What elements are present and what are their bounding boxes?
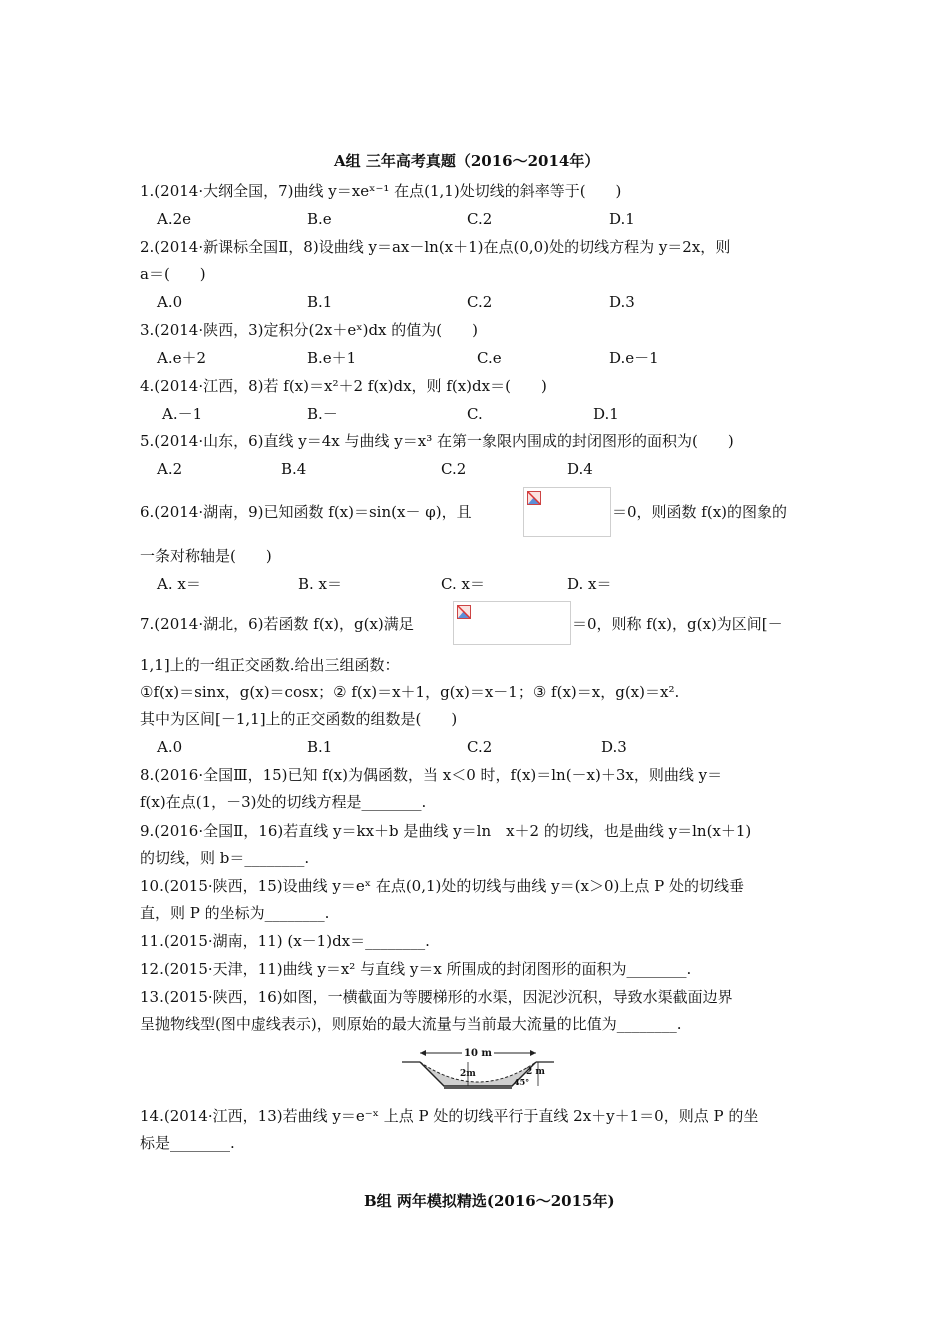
q2-stem: 2.(2014·新课标全国Ⅱ，8)设曲线 y＝ax－ln(x＋1)在点(0,0)处的切线方程为 y＝2x，则 bbox=[140, 238, 731, 256]
q3-option-c: C.e bbox=[477, 349, 502, 367]
broken-image bbox=[523, 487, 611, 537]
q13-stem-cont: 呈抛物线型(图中虚线表示)，则原始的最大流量与当前最大流量的比值为________. bbox=[140, 1015, 682, 1033]
q6-option-a: A. x＝ bbox=[157, 575, 201, 593]
q7-option-c: C.2 bbox=[467, 738, 493, 756]
q7-stem-part2: ＝0，则称 f(x)，g(x)为区间[－ bbox=[572, 615, 783, 633]
broken-image bbox=[453, 601, 571, 645]
q14-stem: 14.(2014·江西，13)若曲线 y＝e⁻ˣ 上点 P 处的切线平行于直线 2x＋y＋1＝0，则点 P 的坐 bbox=[140, 1107, 759, 1125]
q4-stem: 4.(2014·江西，8)若 f(x)＝x²＋2 f(x)dx，则 f(x)dx＝( ) bbox=[140, 377, 547, 395]
broken-image-icon bbox=[527, 491, 541, 505]
q5-stem: 5.(2014·山东，6)直线 y＝4x 与曲线 y＝x³ 在第一象限内围成的封闭图形的面积为( ) bbox=[140, 432, 734, 450]
q5-option-b: B.4 bbox=[281, 460, 307, 478]
q6-stem-part2: ＝0，则函数 f(x)的图象的 bbox=[612, 503, 788, 521]
q14-stem-cont: 标是________. bbox=[140, 1134, 235, 1152]
q7-option-b: B.1 bbox=[307, 738, 333, 756]
q9-stem-cont: 的切线，则 b＝________. bbox=[140, 849, 310, 867]
q2-option-b: B.1 bbox=[307, 293, 333, 311]
q6-stem-cont: 一条对称轴是( ) bbox=[140, 547, 272, 565]
width-label: 10 m bbox=[464, 1048, 492, 1059]
q12-stem: 12.(2015·天津，11)曲线 y＝x² 与直线 y＝x 所围成的封闭图形的面积为________. bbox=[140, 960, 692, 978]
q5-option-a: A.2 bbox=[157, 460, 183, 478]
q2-option-a: A.0 bbox=[157, 293, 183, 311]
q1-option-d: D.1 bbox=[609, 210, 635, 228]
q9-stem: 9.(2016·全国Ⅱ，16)若直线 y＝kx＋b 是曲线 y＝ln x＋2 的切线，也是曲线 y＝ln(x＋1) bbox=[140, 822, 752, 840]
arrowhead-left bbox=[420, 1050, 426, 1056]
section-b-title: B组 两年模拟精选(2016～2015年) bbox=[364, 1192, 615, 1210]
q1-stem: 1.(2014·大纲全国，7)曲线 y＝xeˣ⁻¹ 在点(1,1)处切线的斜率等于( ) bbox=[140, 182, 622, 200]
q4-option-b: B.－ bbox=[307, 405, 338, 423]
q6-option-b: B. x＝ bbox=[298, 575, 343, 593]
q7-question: 其中为区间[－1,1]上的正交函数的组数是( ) bbox=[140, 710, 458, 728]
q11-stem: 11.(2015·湖南，11) (x－1)dx＝________. bbox=[140, 932, 430, 950]
q3-stem: 3.(2014·陕西，3)定积分(2x＋eˣ)dx 的值为( ) bbox=[140, 321, 478, 339]
q4-option-c: C. bbox=[467, 405, 483, 423]
q4-option-d: D.1 bbox=[593, 405, 619, 423]
q8-stem: 8.(2016·全国Ⅲ，15)已知 f(x)为偶函数，当 x＜0 时，f(x)＝ln(－x)＋3x，则曲线 y＝ bbox=[140, 766, 723, 784]
angle-label: 45° bbox=[514, 1077, 530, 1087]
q5-option-c: C.2 bbox=[441, 460, 467, 478]
q13-stem: 13.(2015·陕西，16)如图，一横截面为等腰梯形的水渠，因泥沙沉积，导致水渠截面边界 bbox=[140, 988, 733, 1006]
q7-stem-cont: 1,1]上的一组正交函数.给出三组函数： bbox=[140, 656, 400, 674]
q3-option-a: A.e＋2 bbox=[157, 349, 207, 367]
q4-option-a: A.－1 bbox=[162, 405, 203, 423]
q2-option-c: C.2 bbox=[467, 293, 493, 311]
q2-option-d: D.3 bbox=[609, 293, 635, 311]
q2-stem-cont: a＝( ) bbox=[140, 265, 206, 283]
q5-option-d: D.4 bbox=[567, 460, 593, 478]
q1-option-a: A.2e bbox=[157, 210, 192, 228]
section-a-title: A组 三年高考真题（2016～2014年） bbox=[334, 152, 600, 170]
broken-image-icon bbox=[457, 605, 471, 619]
q10-stem-cont: 直，则 P 的坐标为________. bbox=[140, 904, 330, 922]
q7-function-groups: ①f(x)＝sinx，g(x)＝cosx；② f(x)＝x＋1，g(x)＝x－1；③ f(x)＝x，g(x)＝x². bbox=[140, 683, 680, 701]
depth-label-left: 2m bbox=[460, 1069, 476, 1079]
q8-stem-cont: f(x)在点(1，－3)处的切线方程是________. bbox=[140, 793, 427, 811]
arrowhead-right bbox=[530, 1050, 536, 1056]
q7-stem-part1: 7.(2014·湖北，6)若函数 f(x)，g(x)满足 bbox=[140, 615, 414, 633]
q7-option-d: D.3 bbox=[601, 738, 627, 756]
q3-option-d: D.e－1 bbox=[609, 349, 659, 367]
q6-option-c: C. x＝ bbox=[441, 575, 485, 593]
q6-option-d: D. x＝ bbox=[567, 575, 612, 593]
depth-label-right: 2 m bbox=[526, 1067, 545, 1077]
q1-option-c: C.2 bbox=[467, 210, 493, 228]
q6-stem-part1: 6.(2014·湖南，9)已知函数 f(x)＝sin(x－ φ)，且 bbox=[140, 503, 472, 521]
q1-option-b: B.e bbox=[307, 210, 332, 228]
q3-option-b: B.e＋1 bbox=[307, 349, 357, 367]
channel-cross-section-diagram bbox=[398, 1044, 558, 1098]
q10-stem: 10.(2015·陕西，15)设曲线 y＝eˣ 在点(0,1)处的切线与曲线 y＝(x＞0)上点 P 处的切线垂 bbox=[140, 877, 744, 895]
q7-option-a: A.0 bbox=[157, 738, 183, 756]
